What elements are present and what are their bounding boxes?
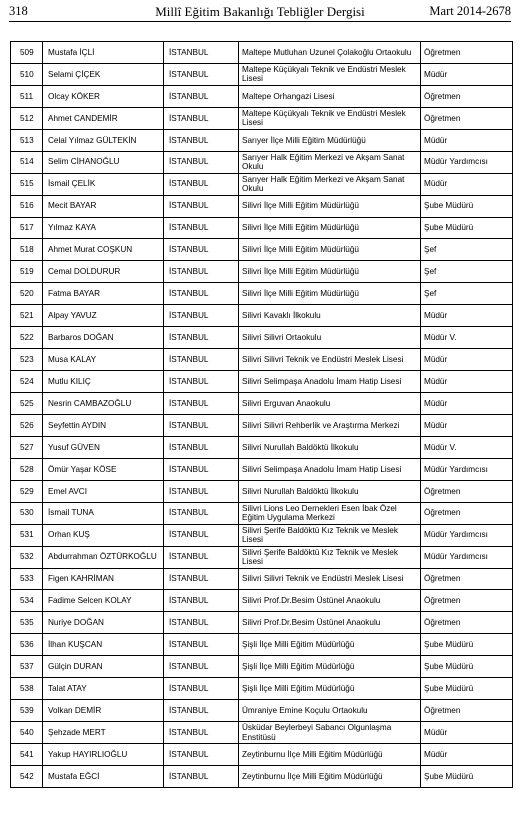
city-cell: İSTANBUL: [164, 634, 239, 656]
row-number-cell: 540: [11, 722, 43, 744]
job-title-cell: Müdür: [421, 173, 513, 195]
institution-cell: Şişli İlçe Milli Eğitim Müdürlüğü: [239, 656, 421, 678]
institution-cell: Sarıyer İlçe Milli Eğitim Müdürlüğü: [239, 129, 421, 151]
row-number-cell: 511: [11, 85, 43, 107]
row-number-cell: 514: [11, 151, 43, 173]
row-number-cell: 527: [11, 436, 43, 458]
job-title-cell: Müdür: [421, 129, 513, 151]
row-number-cell: 535: [11, 612, 43, 634]
person-name-cell: Abdurrahman ÖZTÜRKOĞLU: [43, 546, 164, 568]
row-number-cell: 542: [11, 765, 43, 787]
row-number-cell: 521: [11, 305, 43, 327]
city-cell: İSTANBUL: [164, 107, 239, 129]
person-name-cell: Gülçin DURAN: [43, 656, 164, 678]
person-name-cell: Seyfettin AYDIN: [43, 414, 164, 436]
person-name-cell: Barbaros DOĞAN: [43, 327, 164, 349]
job-title-cell: Öğretmen: [421, 612, 513, 634]
job-title-cell: Müdür Yardımcısı: [421, 458, 513, 480]
row-number-cell: 512: [11, 107, 43, 129]
job-title-cell: Müdür: [421, 722, 513, 744]
institution-cell: Zeytinburnu İlçe Milli Eğitim Müdürlüğü: [239, 765, 421, 787]
institution-cell: Silivri Erguvan Anaokulu: [239, 393, 421, 415]
row-number-cell: 509: [11, 42, 43, 64]
institution-cell: Silivri Silivri Teknik ve Endüstri Meslek Lisesi: [239, 568, 421, 590]
table-row: [11, 634, 513, 656]
person-name-cell: Mecit BAYAR: [43, 195, 164, 217]
table-row: [11, 195, 513, 217]
person-name-cell: Fadime Selcen KOLAY: [43, 590, 164, 612]
institution-cell: Silivri Şerife Baldöktü Kız Teknik ve Meslek Lisesi: [239, 524, 421, 546]
institution-cell: Silivri Prof.Dr.Besim Üstünel Anaokulu: [239, 612, 421, 634]
table-row: [11, 722, 513, 744]
table-row: [11, 744, 513, 766]
row-number-cell: 516: [11, 195, 43, 217]
row-number-cell: 510: [11, 63, 43, 85]
institution-cell: Silivri Silivri Ortaokulu: [239, 327, 421, 349]
city-cell: İSTANBUL: [164, 151, 239, 173]
person-name-cell: Mutlu KILIÇ: [43, 371, 164, 393]
person-name-cell: Ömür Yaşar KÖSE: [43, 458, 164, 480]
institution-cell: Silivri Silivri Teknik ve Endüstri Meslek Lisesi: [239, 349, 421, 371]
row-number-cell: 523: [11, 349, 43, 371]
institution-cell: Silivri İlçe Milli Eğitim Müdürlüğü: [239, 261, 421, 283]
person-name-cell: Olcay KÖKER: [43, 85, 164, 107]
institution-cell: Sarıyer Halk Eğitim Merkezi ve Akşam Sanat Okulu: [239, 151, 421, 173]
job-title-cell: Şube Müdürü: [421, 765, 513, 787]
row-number-cell: 530: [11, 502, 43, 524]
institution-cell: Silivri Selimpaşa Anadolu İmam Hatip Lisesi: [239, 371, 421, 393]
job-title-cell: Müdür: [421, 349, 513, 371]
table-row: [11, 568, 513, 590]
table-row: [11, 700, 513, 722]
institution-cell: Silivri Şerife Baldöktü Kız Teknik ve Meslek Lisesi: [239, 546, 421, 568]
issue-label: Mart 2014-2678: [429, 4, 511, 18]
institution-cell: Silivri Selimpaşa Anadolu İmam Hatip Lisesi: [239, 458, 421, 480]
city-cell: İSTANBUL: [164, 546, 239, 568]
person-name-cell: Ahmet CANDEMİR: [43, 107, 164, 129]
job-title-cell: Müdür Yardımcısı: [421, 546, 513, 568]
job-title-cell: Müdür Yardımcısı: [421, 151, 513, 173]
row-number-cell: 525: [11, 393, 43, 415]
row-number-cell: 528: [11, 458, 43, 480]
table-row: [11, 305, 513, 327]
city-cell: İSTANBUL: [164, 502, 239, 524]
job-title-cell: Öğretmen: [421, 42, 513, 64]
row-number-cell: 538: [11, 678, 43, 700]
job-title-cell: Öğretmen: [421, 107, 513, 129]
job-title-cell: Müdür: [421, 393, 513, 415]
institution-cell: Silivri Nurullah Baldöktü İlkokulu: [239, 480, 421, 502]
city-cell: İSTANBUL: [164, 195, 239, 217]
job-title-cell: Öğretmen: [421, 700, 513, 722]
person-name-cell: Cemal DOLDURUR: [43, 261, 164, 283]
institution-cell: Silivri İlçe Milli Eğitim Müdürlüğü: [239, 239, 421, 261]
job-title-cell: Şube Müdürü: [421, 195, 513, 217]
row-number-cell: 517: [11, 217, 43, 239]
row-number-cell: 513: [11, 129, 43, 151]
institution-cell: Sarıyer Halk Eğitim Merkezi ve Akşam Sanat Okulu: [239, 173, 421, 195]
institution-cell: Ümraniye Emine Koçulu Ortaokulu: [239, 700, 421, 722]
table-row: [11, 371, 513, 393]
row-number-cell: 537: [11, 656, 43, 678]
job-title-cell: Öğretmen: [421, 590, 513, 612]
person-name-cell: Yusuf GÜVEN: [43, 436, 164, 458]
job-title-cell: Müdür V.: [421, 327, 513, 349]
city-cell: İSTANBUL: [164, 239, 239, 261]
job-title-cell: Müdür: [421, 305, 513, 327]
table-row: [11, 129, 513, 151]
person-name-cell: Nuriye DOĞAN: [43, 612, 164, 634]
institution-cell: Maltepe Mutluhan Uzunel Çolakoğlu Ortaokulu: [239, 42, 421, 64]
city-cell: İSTANBUL: [164, 678, 239, 700]
table-row: [11, 656, 513, 678]
row-number-cell: 518: [11, 239, 43, 261]
city-cell: İSTANBUL: [164, 349, 239, 371]
row-number-cell: 529: [11, 480, 43, 502]
table-row: [11, 107, 513, 129]
person-name-cell: İsmail ÇELİK: [43, 173, 164, 195]
table-row: [11, 590, 513, 612]
city-cell: İSTANBUL: [164, 436, 239, 458]
row-number-cell: 519: [11, 261, 43, 283]
table-row: [11, 217, 513, 239]
job-title-cell: Öğretmen: [421, 480, 513, 502]
city-cell: İSTANBUL: [164, 173, 239, 195]
personnel-table: [10, 41, 513, 788]
city-cell: İSTANBUL: [164, 261, 239, 283]
city-cell: İSTANBUL: [164, 283, 239, 305]
institution-cell: Silivri Lions Leo Dernekleri Esen İbak Özel Eğitim Uygulama Merkezi: [239, 502, 421, 524]
person-name-cell: Ahmet Murat COŞKUN: [43, 239, 164, 261]
table-row: [11, 546, 513, 568]
job-title-cell: Müdür: [421, 63, 513, 85]
city-cell: İSTANBUL: [164, 765, 239, 787]
job-title-cell: Öğretmen: [421, 502, 513, 524]
table-row: [11, 393, 513, 415]
table-row: [11, 261, 513, 283]
job-title-cell: Şube Müdürü: [421, 678, 513, 700]
row-number-cell: 520: [11, 283, 43, 305]
city-cell: İSTANBUL: [164, 722, 239, 744]
person-name-cell: Şehzade MERT: [43, 722, 164, 744]
city-cell: İSTANBUL: [164, 63, 239, 85]
table-row: [11, 458, 513, 480]
table-row: [11, 327, 513, 349]
person-name-cell: Talat ATAY: [43, 678, 164, 700]
city-cell: İSTANBUL: [164, 217, 239, 239]
job-title-cell: Müdür: [421, 371, 513, 393]
person-name-cell: Selami ÇİÇEK: [43, 63, 164, 85]
table-row: [11, 283, 513, 305]
row-number-cell: 536: [11, 634, 43, 656]
person-name-cell: Mustafa EĞCİ: [43, 765, 164, 787]
job-title-cell: Müdür Yardımcısı: [421, 524, 513, 546]
job-title-cell: Şef: [421, 283, 513, 305]
row-number-cell: 531: [11, 524, 43, 546]
institution-cell: Maltepe Küçükyalı Teknik ve Endüstri Meslek Lisesi: [239, 107, 421, 129]
table-row: [11, 612, 513, 634]
city-cell: İSTANBUL: [164, 458, 239, 480]
row-number-cell: 524: [11, 371, 43, 393]
row-number-cell: 534: [11, 590, 43, 612]
job-title-cell: Şube Müdürü: [421, 217, 513, 239]
city-cell: İSTANBUL: [164, 85, 239, 107]
institution-cell: Zeytinburnu İlçe Milli Eğitim Müdürlüğü: [239, 744, 421, 766]
table-row: [11, 173, 513, 195]
person-name-cell: İsmail TUNA: [43, 502, 164, 524]
institution-cell: Silivri Prof.Dr.Besim Üstünel Anaokulu: [239, 590, 421, 612]
row-number-cell: 515: [11, 173, 43, 195]
person-name-cell: Nesrin CAMBAZOĞLU: [43, 393, 164, 415]
person-name-cell: Celal Yılmaz GÜLTEKİN: [43, 129, 164, 151]
institution-cell: Şişli İlçe Milli Eğitim Müdürlüğü: [239, 678, 421, 700]
institution-cell: Silivri İlçe Milli Eğitim Müdürlüğü: [239, 195, 421, 217]
city-cell: İSTANBUL: [164, 305, 239, 327]
city-cell: İSTANBUL: [164, 700, 239, 722]
city-cell: İSTANBUL: [164, 414, 239, 436]
row-number-cell: 522: [11, 327, 43, 349]
job-title-cell: Öğretmen: [421, 568, 513, 590]
city-cell: İSTANBUL: [164, 590, 239, 612]
job-title-cell: Şef: [421, 239, 513, 261]
table-row: [11, 42, 513, 64]
job-title-cell: Müdür: [421, 744, 513, 766]
table-row: [11, 63, 513, 85]
person-name-cell: Selim CİHANOĞLU: [43, 151, 164, 173]
person-name-cell: Fatma BAYAR: [43, 283, 164, 305]
institution-cell: Silivri İlçe Milli Eğitim Müdürlüğü: [239, 283, 421, 305]
job-title-cell: Şef: [421, 261, 513, 283]
row-number-cell: 539: [11, 700, 43, 722]
city-cell: İSTANBUL: [164, 480, 239, 502]
row-number-cell: 532: [11, 546, 43, 568]
city-cell: İSTANBUL: [164, 371, 239, 393]
person-name-cell: Yakup HAYIRLIOĞLU: [43, 744, 164, 766]
institution-cell: Üsküdar Beylerbeyi Sabancı Olgunlaşma Enstitüsü: [239, 722, 421, 744]
city-cell: İSTANBUL: [164, 568, 239, 590]
institution-cell: Silivri Kavaklı İlkokulu: [239, 305, 421, 327]
table-row: [11, 436, 513, 458]
institution-cell: Maltepe Orhangazi Lisesi: [239, 85, 421, 107]
city-cell: İSTANBUL: [164, 656, 239, 678]
person-name-cell: Emel AVCI: [43, 480, 164, 502]
table-row: [11, 765, 513, 787]
journal-title: Millî Eğitim Bakanlığı Tebliğler Dergisi: [155, 4, 365, 19]
institution-cell: Silivri Nurullah Baldöktü İlkokulu: [239, 436, 421, 458]
city-cell: İSTANBUL: [164, 524, 239, 546]
row-number-cell: 533: [11, 568, 43, 590]
table-row: [11, 678, 513, 700]
person-name-cell: Alpay YAVUZ: [43, 305, 164, 327]
city-cell: İSTANBUL: [164, 612, 239, 634]
person-name-cell: Musa KALAY: [43, 349, 164, 371]
table-row: [11, 524, 513, 546]
table-row: [11, 480, 513, 502]
institution-cell: Silivri İlçe Milli Eğitim Müdürlüğü: [239, 217, 421, 239]
table-row: [11, 151, 513, 173]
job-title-cell: Şube Müdürü: [421, 634, 513, 656]
person-name-cell: Orhan KUŞ: [43, 524, 164, 546]
table-row: [11, 414, 513, 436]
city-cell: İSTANBUL: [164, 327, 239, 349]
person-name-cell: Mustafa İÇLİ: [43, 42, 164, 64]
row-number-cell: 526: [11, 414, 43, 436]
job-title-cell: Öğretmen: [421, 85, 513, 107]
city-cell: İSTANBUL: [164, 393, 239, 415]
table-row: [11, 85, 513, 107]
person-name-cell: Volkan DEMİR: [43, 700, 164, 722]
table-row: [11, 349, 513, 371]
city-cell: İSTANBUL: [164, 129, 239, 151]
page-number: 318: [9, 4, 28, 18]
person-name-cell: Figen KAHRİMAN: [43, 568, 164, 590]
city-cell: İSTANBUL: [164, 42, 239, 64]
table-row: [11, 239, 513, 261]
job-title-cell: Müdür: [421, 414, 513, 436]
table-row: [11, 502, 513, 524]
institution-cell: Şişli İlçe Milli Eğitim Müdürlüğü: [239, 634, 421, 656]
person-name-cell: İlhan KUŞCAN: [43, 634, 164, 656]
person-name-cell: Yılmaz KAYA: [43, 217, 164, 239]
job-title-cell: Şube Müdürü: [421, 656, 513, 678]
page-header: [9, 4, 511, 22]
institution-cell: Maltepe Küçükyalı Teknik ve Endüstri Meslek Lisesi: [239, 63, 421, 85]
city-cell: İSTANBUL: [164, 744, 239, 766]
row-number-cell: 541: [11, 744, 43, 766]
table-body: [11, 42, 513, 788]
job-title-cell: Müdür V.: [421, 436, 513, 458]
institution-cell: Silivri Silivri Rehberlik ve Araştırma Merkezi: [239, 414, 421, 436]
